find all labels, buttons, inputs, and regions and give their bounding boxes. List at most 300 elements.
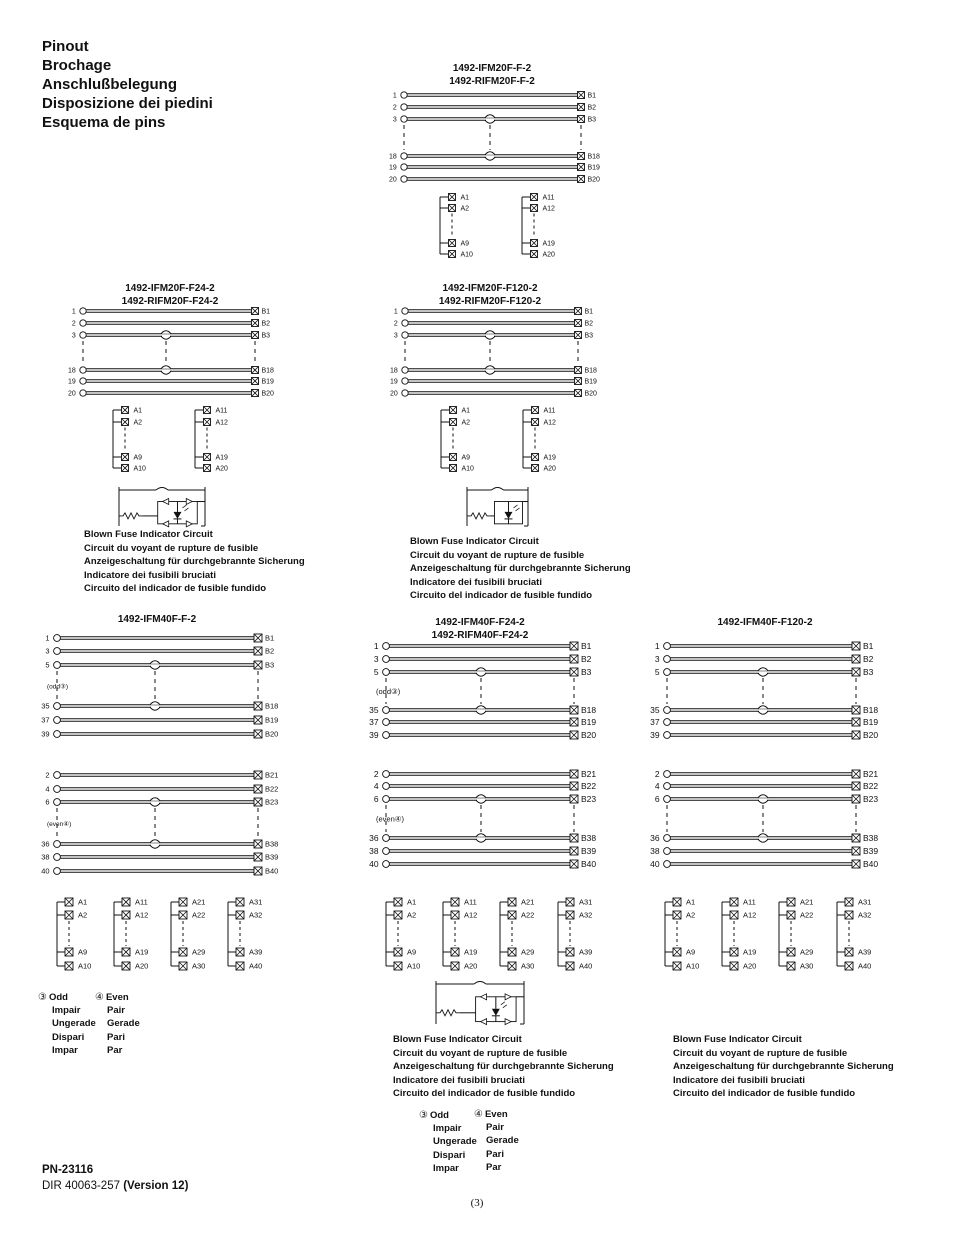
terminal-x-icon bbox=[852, 731, 860, 739]
terminal-x-icon bbox=[532, 419, 539, 426]
terminal-label: A10 bbox=[460, 251, 473, 259]
terminal-x-icon bbox=[508, 911, 516, 919]
terminal-number: 37 bbox=[41, 715, 50, 725]
legend-odd-translation: Impar bbox=[52, 1044, 78, 1056]
terminal-circle-icon bbox=[664, 796, 671, 803]
terminal-label: B19 bbox=[587, 164, 600, 172]
terminal-x-icon bbox=[570, 668, 578, 676]
terminal-label: A12 bbox=[464, 910, 478, 920]
terminal-x-icon bbox=[566, 962, 574, 970]
page-title-line: Brochage bbox=[42, 57, 112, 74]
terminal-x-icon bbox=[787, 962, 795, 970]
terminal-label: B1 bbox=[587, 92, 597, 100]
fuse-icon bbox=[485, 331, 495, 334]
terminal-x-icon bbox=[531, 205, 538, 212]
diode-icon bbox=[163, 521, 169, 527]
terminal-x-icon bbox=[394, 911, 402, 919]
terminal-x-icon bbox=[122, 465, 129, 472]
terminal-x-icon bbox=[578, 176, 585, 183]
terminal-circle-icon bbox=[80, 308, 86, 314]
terminal-label: B21 bbox=[863, 768, 879, 779]
fuse-icon bbox=[758, 795, 768, 798]
terminal-circle-icon bbox=[664, 835, 671, 842]
terminal-label: B40 bbox=[863, 858, 879, 869]
terminal-label: A20 bbox=[135, 961, 149, 971]
caption-line: Anzeigeschaltung für durchgebrannte Sicherung bbox=[410, 563, 631, 574]
terminal-label: A1 bbox=[686, 897, 696, 907]
fuse-icon bbox=[758, 834, 768, 837]
terminal-x-icon bbox=[570, 795, 578, 803]
terminal-x-icon bbox=[204, 465, 211, 472]
terminal-x-icon bbox=[451, 948, 459, 956]
page-title-line: Disposizione dei piedini bbox=[42, 95, 213, 112]
terminal-label: B38 bbox=[863, 832, 879, 843]
terminal-circle-icon bbox=[54, 854, 61, 861]
terminal-label: A10 bbox=[686, 961, 700, 971]
terminal-x-icon bbox=[852, 642, 860, 650]
even-mark: ④ bbox=[474, 1109, 483, 1120]
terminal-circle-icon bbox=[401, 92, 407, 98]
terminal-label: A9 bbox=[461, 454, 471, 462]
terminal-circle-icon bbox=[664, 848, 671, 855]
terminal-circle-icon bbox=[383, 656, 390, 663]
terminal-x-icon bbox=[578, 104, 585, 111]
terminal-x-icon bbox=[570, 847, 578, 855]
terminal-number: 35 bbox=[41, 701, 50, 711]
fuse-gap bbox=[162, 335, 170, 338]
terminal-x-icon bbox=[204, 454, 211, 461]
caption-line: Circuito del indicador de fusible fundido bbox=[393, 1088, 576, 1099]
legend-odd-label: Odd bbox=[48, 992, 68, 1003]
blown-fuse-indicator-icon bbox=[436, 981, 524, 1025]
diagram-title-line: 1492-IFM20F-F-2 bbox=[452, 63, 532, 74]
legend-even-translation: Pair bbox=[486, 1122, 504, 1134]
terminal-x-icon bbox=[570, 834, 578, 842]
terminal-circle-icon bbox=[54, 731, 61, 738]
terminal-label: A10 bbox=[407, 961, 421, 971]
terminal-x-icon bbox=[254, 647, 262, 655]
terminal-x-icon bbox=[65, 898, 73, 906]
diode-icon bbox=[163, 499, 169, 505]
terminal-label: B3 bbox=[261, 332, 271, 340]
terminal-x-icon bbox=[450, 407, 457, 414]
diagram-title-line: 1492-RIFM20F-F24-2 bbox=[121, 296, 219, 307]
terminal-x-icon bbox=[122, 407, 129, 414]
terminal-x-icon bbox=[531, 240, 538, 247]
terminal-label: A21 bbox=[192, 897, 206, 907]
terminal-label: A11 bbox=[543, 407, 556, 415]
terminal-x-icon bbox=[236, 948, 244, 956]
led-icon bbox=[173, 512, 181, 519]
terminal-number: 38 bbox=[650, 845, 660, 856]
terminal-number: 3 bbox=[392, 116, 397, 124]
fuse-gap bbox=[477, 672, 485, 675]
terminal-circle-icon bbox=[383, 669, 390, 676]
terminal-x-icon bbox=[451, 898, 459, 906]
terminal-x-icon bbox=[566, 911, 574, 919]
terminal-circle-icon bbox=[401, 116, 407, 122]
legend-odd-translation: Impair bbox=[433, 1123, 462, 1135]
caption-line: Indicatore dei fusibili bruciati bbox=[84, 569, 216, 581]
terminal-x-icon bbox=[845, 898, 853, 906]
diode-icon bbox=[186, 521, 192, 527]
terminal-x-icon bbox=[852, 860, 860, 868]
terminal-label: A10 bbox=[461, 465, 474, 473]
terminal-x-icon bbox=[575, 390, 582, 397]
terminal-label: B39 bbox=[265, 852, 279, 862]
terminal-label: A2 bbox=[460, 205, 470, 213]
terminal-x-icon bbox=[394, 962, 402, 970]
diagram-title-line: 1492-IFM20F-F24-2 bbox=[125, 283, 215, 294]
terminal-number: 2 bbox=[392, 104, 397, 112]
terminal-label: B18 bbox=[265, 701, 279, 711]
terminal-label: B20 bbox=[265, 729, 279, 739]
fuse-icon bbox=[156, 488, 168, 491]
terminal-circle-icon bbox=[664, 656, 671, 663]
page-title-line: Anschlußbelegung bbox=[42, 76, 177, 93]
terminal-x-icon bbox=[852, 718, 860, 726]
terminal-label: A19 bbox=[464, 947, 478, 957]
terminal-x-icon bbox=[566, 948, 574, 956]
terminal-label: A19 bbox=[542, 240, 555, 248]
terminal-number: 6 bbox=[654, 793, 660, 804]
terminal-label: B2 bbox=[265, 646, 275, 656]
terminal-x-icon bbox=[532, 407, 539, 414]
terminal-x-icon bbox=[845, 962, 853, 970]
diode-icon bbox=[481, 994, 487, 1000]
legend-odd-translation: Impair bbox=[52, 1005, 81, 1017]
terminal-circle-icon bbox=[402, 332, 408, 338]
terminal-number: 5 bbox=[45, 660, 50, 670]
terminal-x-icon bbox=[575, 308, 582, 315]
terminal-circle-icon bbox=[80, 390, 86, 396]
caption-line: Blown Fuse Indicator Circuit bbox=[393, 1034, 522, 1045]
terminal-circle-icon bbox=[80, 378, 86, 384]
terminal-x-icon bbox=[575, 320, 582, 327]
group-note-word: (even bbox=[47, 821, 64, 828]
terminal-x-icon bbox=[852, 668, 860, 676]
terminal-circle-icon bbox=[402, 367, 408, 373]
terminal-x-icon bbox=[578, 164, 585, 171]
terminal-number: 4 bbox=[45, 784, 50, 794]
terminal-label: A20 bbox=[542, 251, 555, 259]
terminal-label: A22 bbox=[800, 910, 814, 920]
terminal-number: 39 bbox=[369, 729, 379, 740]
terminal-x-icon bbox=[508, 898, 516, 906]
diagram-title-line: 1492-IFM40F-F24-2 bbox=[435, 617, 525, 628]
terminal-label: B20 bbox=[261, 390, 274, 398]
terminal-number: 19 bbox=[389, 164, 397, 172]
terminal-x-icon bbox=[451, 962, 459, 970]
terminal-number: 38 bbox=[369, 845, 379, 856]
fuse-gap bbox=[151, 665, 159, 668]
diode-icon bbox=[481, 1019, 487, 1025]
blown-fuse-indicator-icon bbox=[119, 487, 205, 527]
terminal-label: A9 bbox=[133, 454, 143, 462]
terminal-x-icon bbox=[122, 419, 129, 426]
terminal-x-icon bbox=[787, 898, 795, 906]
fuse-icon bbox=[476, 795, 486, 798]
caption-line: Blown Fuse Indicator Circuit bbox=[673, 1034, 802, 1045]
terminal-label: B21 bbox=[265, 770, 279, 780]
terminal-x-icon bbox=[252, 367, 259, 374]
terminal-label: B19 bbox=[584, 378, 597, 386]
terminal-x-icon bbox=[451, 911, 459, 919]
terminal-number: 20 bbox=[389, 176, 397, 184]
terminal-label: B1 bbox=[863, 640, 874, 651]
terminal-x-icon bbox=[852, 834, 860, 842]
terminal-circle-icon bbox=[664, 771, 671, 778]
legend-odd-label: Odd bbox=[429, 1110, 449, 1121]
terminal-x-icon bbox=[449, 240, 456, 247]
terminal-circle-icon bbox=[664, 707, 671, 714]
terminal-label: B1 bbox=[584, 308, 594, 316]
terminal-number: 18 bbox=[390, 367, 398, 375]
terminal-x-icon bbox=[508, 948, 516, 956]
version-label: (Version 12) bbox=[123, 1180, 189, 1192]
legend-odd-translation: Dispari bbox=[433, 1149, 466, 1161]
terminal-number: 6 bbox=[373, 793, 379, 804]
terminal-circle-icon bbox=[383, 732, 390, 739]
diagram-title-line: 1492-IFM20F-F120-2 bbox=[442, 283, 538, 294]
terminal-number: 2 bbox=[393, 320, 398, 328]
terminal-label: B39 bbox=[863, 845, 879, 856]
terminal-label: B18 bbox=[863, 704, 879, 715]
fuse-icon bbox=[492, 488, 504, 491]
fuse-icon bbox=[476, 668, 486, 671]
terminal-label: A9 bbox=[78, 947, 88, 957]
terminal-circle-icon bbox=[402, 378, 408, 384]
terminal-label: B3 bbox=[863, 666, 874, 677]
terminal-x-icon bbox=[252, 332, 259, 339]
caption-line: Circuit du voyant de rupture de fusible bbox=[410, 549, 585, 561]
caption-line: Indicatore dei fusibili bruciati bbox=[393, 1074, 525, 1086]
terminal-number: 3 bbox=[71, 332, 76, 340]
terminal-number: 1 bbox=[45, 633, 50, 643]
terminal-label: A9 bbox=[686, 947, 696, 957]
terminal-label: B19 bbox=[581, 716, 597, 727]
caption-line: Anzeigeschaltung für durchgebrannte Sicherung bbox=[84, 556, 305, 567]
group-note-word: (even bbox=[376, 814, 395, 824]
legend-odd-translation: Dispari bbox=[52, 1031, 85, 1043]
legend-even-translation: Par bbox=[107, 1044, 123, 1056]
terminal-x-icon bbox=[179, 948, 187, 956]
terminal-x-icon bbox=[179, 898, 187, 906]
terminal-x-icon bbox=[532, 465, 539, 472]
terminal-x-icon bbox=[236, 911, 244, 919]
terminal-label: B19 bbox=[265, 715, 279, 725]
terminal-circle-icon bbox=[54, 648, 61, 655]
terminal-circle-icon bbox=[402, 308, 408, 314]
terminal-x-icon bbox=[575, 378, 582, 385]
terminal-label: A10 bbox=[78, 961, 92, 971]
terminal-number: 36 bbox=[41, 839, 50, 849]
terminal-x-icon bbox=[65, 948, 73, 956]
terminal-circle-icon bbox=[664, 732, 671, 739]
terminal-circle-icon bbox=[664, 719, 671, 726]
terminal-x-icon bbox=[852, 782, 860, 790]
terminal-label: A1 bbox=[78, 897, 88, 907]
fuse-icon bbox=[150, 702, 160, 705]
terminal-x-icon bbox=[254, 634, 262, 642]
terminal-x-icon bbox=[122, 454, 129, 461]
caption-line: Blown Fuse Indicator Circuit bbox=[410, 536, 539, 547]
terminal-x-icon bbox=[570, 642, 578, 650]
led-light-icon bbox=[513, 505, 519, 511]
terminal-label: A12 bbox=[215, 419, 228, 427]
terminal-number: 36 bbox=[650, 832, 660, 843]
fuse-gap bbox=[486, 156, 494, 159]
terminal-label: A12 bbox=[135, 910, 149, 920]
group-note bbox=[376, 815, 404, 824]
fuse-gap bbox=[759, 710, 767, 713]
fuse-gap bbox=[162, 370, 170, 373]
terminal-number: 37 bbox=[369, 716, 379, 727]
fuse-icon bbox=[476, 834, 486, 837]
fuse-gap bbox=[759, 799, 767, 802]
terminal-x-icon bbox=[570, 782, 578, 790]
terminal-x-icon bbox=[394, 948, 402, 956]
caption-line: Indicatore dei fusibili bruciati bbox=[673, 1074, 805, 1086]
terminal-label: B20 bbox=[587, 176, 600, 184]
fuse-icon bbox=[485, 115, 495, 118]
terminal-x-icon bbox=[449, 251, 456, 258]
terminal-x-icon bbox=[65, 962, 73, 970]
terminal-x-icon bbox=[204, 407, 211, 414]
terminal-label: A29 bbox=[521, 947, 535, 957]
terminal-x-icon bbox=[570, 706, 578, 714]
terminal-label: B2 bbox=[863, 653, 874, 664]
terminal-x-icon bbox=[254, 840, 262, 848]
legend-even-translation: Pair bbox=[107, 1005, 125, 1017]
terminal-x-icon bbox=[852, 655, 860, 663]
fuse-gap bbox=[477, 838, 485, 841]
terminal-x-icon bbox=[450, 465, 457, 472]
terminal-circle-icon bbox=[80, 320, 86, 326]
terminal-circle-icon bbox=[383, 707, 390, 714]
terminal-x-icon bbox=[787, 948, 795, 956]
terminal-x-icon bbox=[122, 898, 130, 906]
terminal-circle-icon bbox=[383, 835, 390, 842]
terminal-x-icon bbox=[845, 948, 853, 956]
group-note-mark: ④) bbox=[63, 821, 72, 828]
terminal-x-icon bbox=[252, 378, 259, 385]
caption-line: Blown Fuse Indicator Circuit bbox=[84, 529, 213, 540]
terminal-x-icon bbox=[566, 898, 574, 906]
terminal-circle-icon bbox=[54, 786, 61, 793]
terminal-x-icon bbox=[179, 911, 187, 919]
terminal-label: A30 bbox=[192, 961, 206, 971]
terminal-x-icon bbox=[578, 116, 585, 123]
terminal-number: 5 bbox=[373, 666, 379, 677]
fuse-gap bbox=[477, 710, 485, 713]
terminal-x-icon bbox=[578, 153, 585, 160]
caption-line: Indicatore dei fusibili bruciati bbox=[410, 576, 542, 588]
fuse-gap bbox=[486, 119, 494, 122]
legend-odd-translation: Impar bbox=[433, 1162, 459, 1174]
terminal-x-icon bbox=[570, 731, 578, 739]
terminal-label: A29 bbox=[192, 947, 206, 957]
legend-odd-translation: Ungerade bbox=[433, 1136, 477, 1148]
terminal-circle-icon bbox=[54, 799, 61, 806]
terminal-number: 18 bbox=[68, 367, 76, 375]
terminal-label: A12 bbox=[542, 205, 555, 213]
legend-even-translation: Pari bbox=[107, 1031, 125, 1043]
terminal-label: A19 bbox=[543, 454, 556, 462]
terminal-x-icon bbox=[450, 419, 457, 426]
terminal-x-icon bbox=[578, 92, 585, 99]
terminal-label: B18 bbox=[581, 704, 597, 715]
led-light-icon bbox=[501, 1002, 507, 1008]
terminal-circle-icon bbox=[401, 153, 407, 159]
terminal-label: A31 bbox=[249, 897, 263, 907]
fuse-icon bbox=[474, 982, 486, 985]
terminal-label: B1 bbox=[261, 308, 271, 316]
diagram-title-line: 1492-IFM40F-F-2 bbox=[117, 614, 197, 625]
terminal-x-icon bbox=[254, 730, 262, 738]
terminal-label: A2 bbox=[686, 910, 696, 920]
terminal-number: 2 bbox=[71, 320, 76, 328]
terminal-label: A1 bbox=[460, 194, 470, 202]
terminal-number: 19 bbox=[390, 378, 398, 386]
terminal-x-icon bbox=[236, 962, 244, 970]
fuse-gap bbox=[477, 799, 485, 802]
led-icon bbox=[504, 512, 512, 519]
terminal-x-icon bbox=[852, 847, 860, 855]
terminal-x-icon bbox=[252, 390, 259, 397]
terminal-number: 3 bbox=[654, 653, 660, 664]
fuse-icon bbox=[150, 661, 160, 664]
terminal-label: A21 bbox=[521, 897, 535, 907]
terminal-label: A31 bbox=[579, 897, 593, 907]
legend-even-translation: Gerade bbox=[486, 1135, 519, 1147]
terminal-number: 4 bbox=[373, 780, 379, 791]
terminal-label: B3 bbox=[265, 660, 275, 670]
fuse-icon bbox=[485, 366, 495, 369]
terminal-label: A20 bbox=[743, 961, 757, 971]
terminal-label: A30 bbox=[521, 961, 535, 971]
terminal-x-icon bbox=[531, 194, 538, 201]
fuse-gap bbox=[151, 706, 159, 709]
terminal-circle-icon bbox=[54, 635, 61, 642]
caption-line: Circuito del indicador de fusible fundido bbox=[84, 583, 267, 594]
diagram-title-line: 1492-RIFM40F-F24-2 bbox=[431, 630, 529, 641]
terminal-x-icon bbox=[254, 771, 262, 779]
part-number: PN-23116 bbox=[42, 1164, 94, 1176]
fuse-gap bbox=[151, 844, 159, 847]
terminal-number: 19 bbox=[68, 378, 76, 386]
terminal-x-icon bbox=[570, 655, 578, 663]
resistor-icon bbox=[436, 1010, 460, 1016]
fuse-icon bbox=[150, 798, 160, 801]
terminal-label: B19 bbox=[261, 378, 274, 386]
terminal-label: A31 bbox=[858, 897, 872, 907]
terminal-x-icon bbox=[730, 948, 738, 956]
terminal-circle-icon bbox=[401, 104, 407, 110]
terminal-label: A22 bbox=[521, 910, 535, 920]
caption-line: Circuit du voyant de rupture de fusible bbox=[84, 542, 259, 554]
group-note bbox=[47, 684, 68, 691]
terminal-label: B2 bbox=[261, 320, 271, 328]
terminal-circle-icon bbox=[80, 367, 86, 373]
caption-line: Circuito del indicador de fusible fundido bbox=[673, 1088, 856, 1099]
legend-even-label: Even bbox=[105, 992, 129, 1003]
terminal-circle-icon bbox=[383, 771, 390, 778]
caption-line: Circuit du voyant de rupture de fusible bbox=[393, 1047, 568, 1059]
terminal-label: A1 bbox=[407, 897, 417, 907]
terminal-label: A32 bbox=[858, 910, 872, 920]
terminal-x-icon bbox=[204, 419, 211, 426]
